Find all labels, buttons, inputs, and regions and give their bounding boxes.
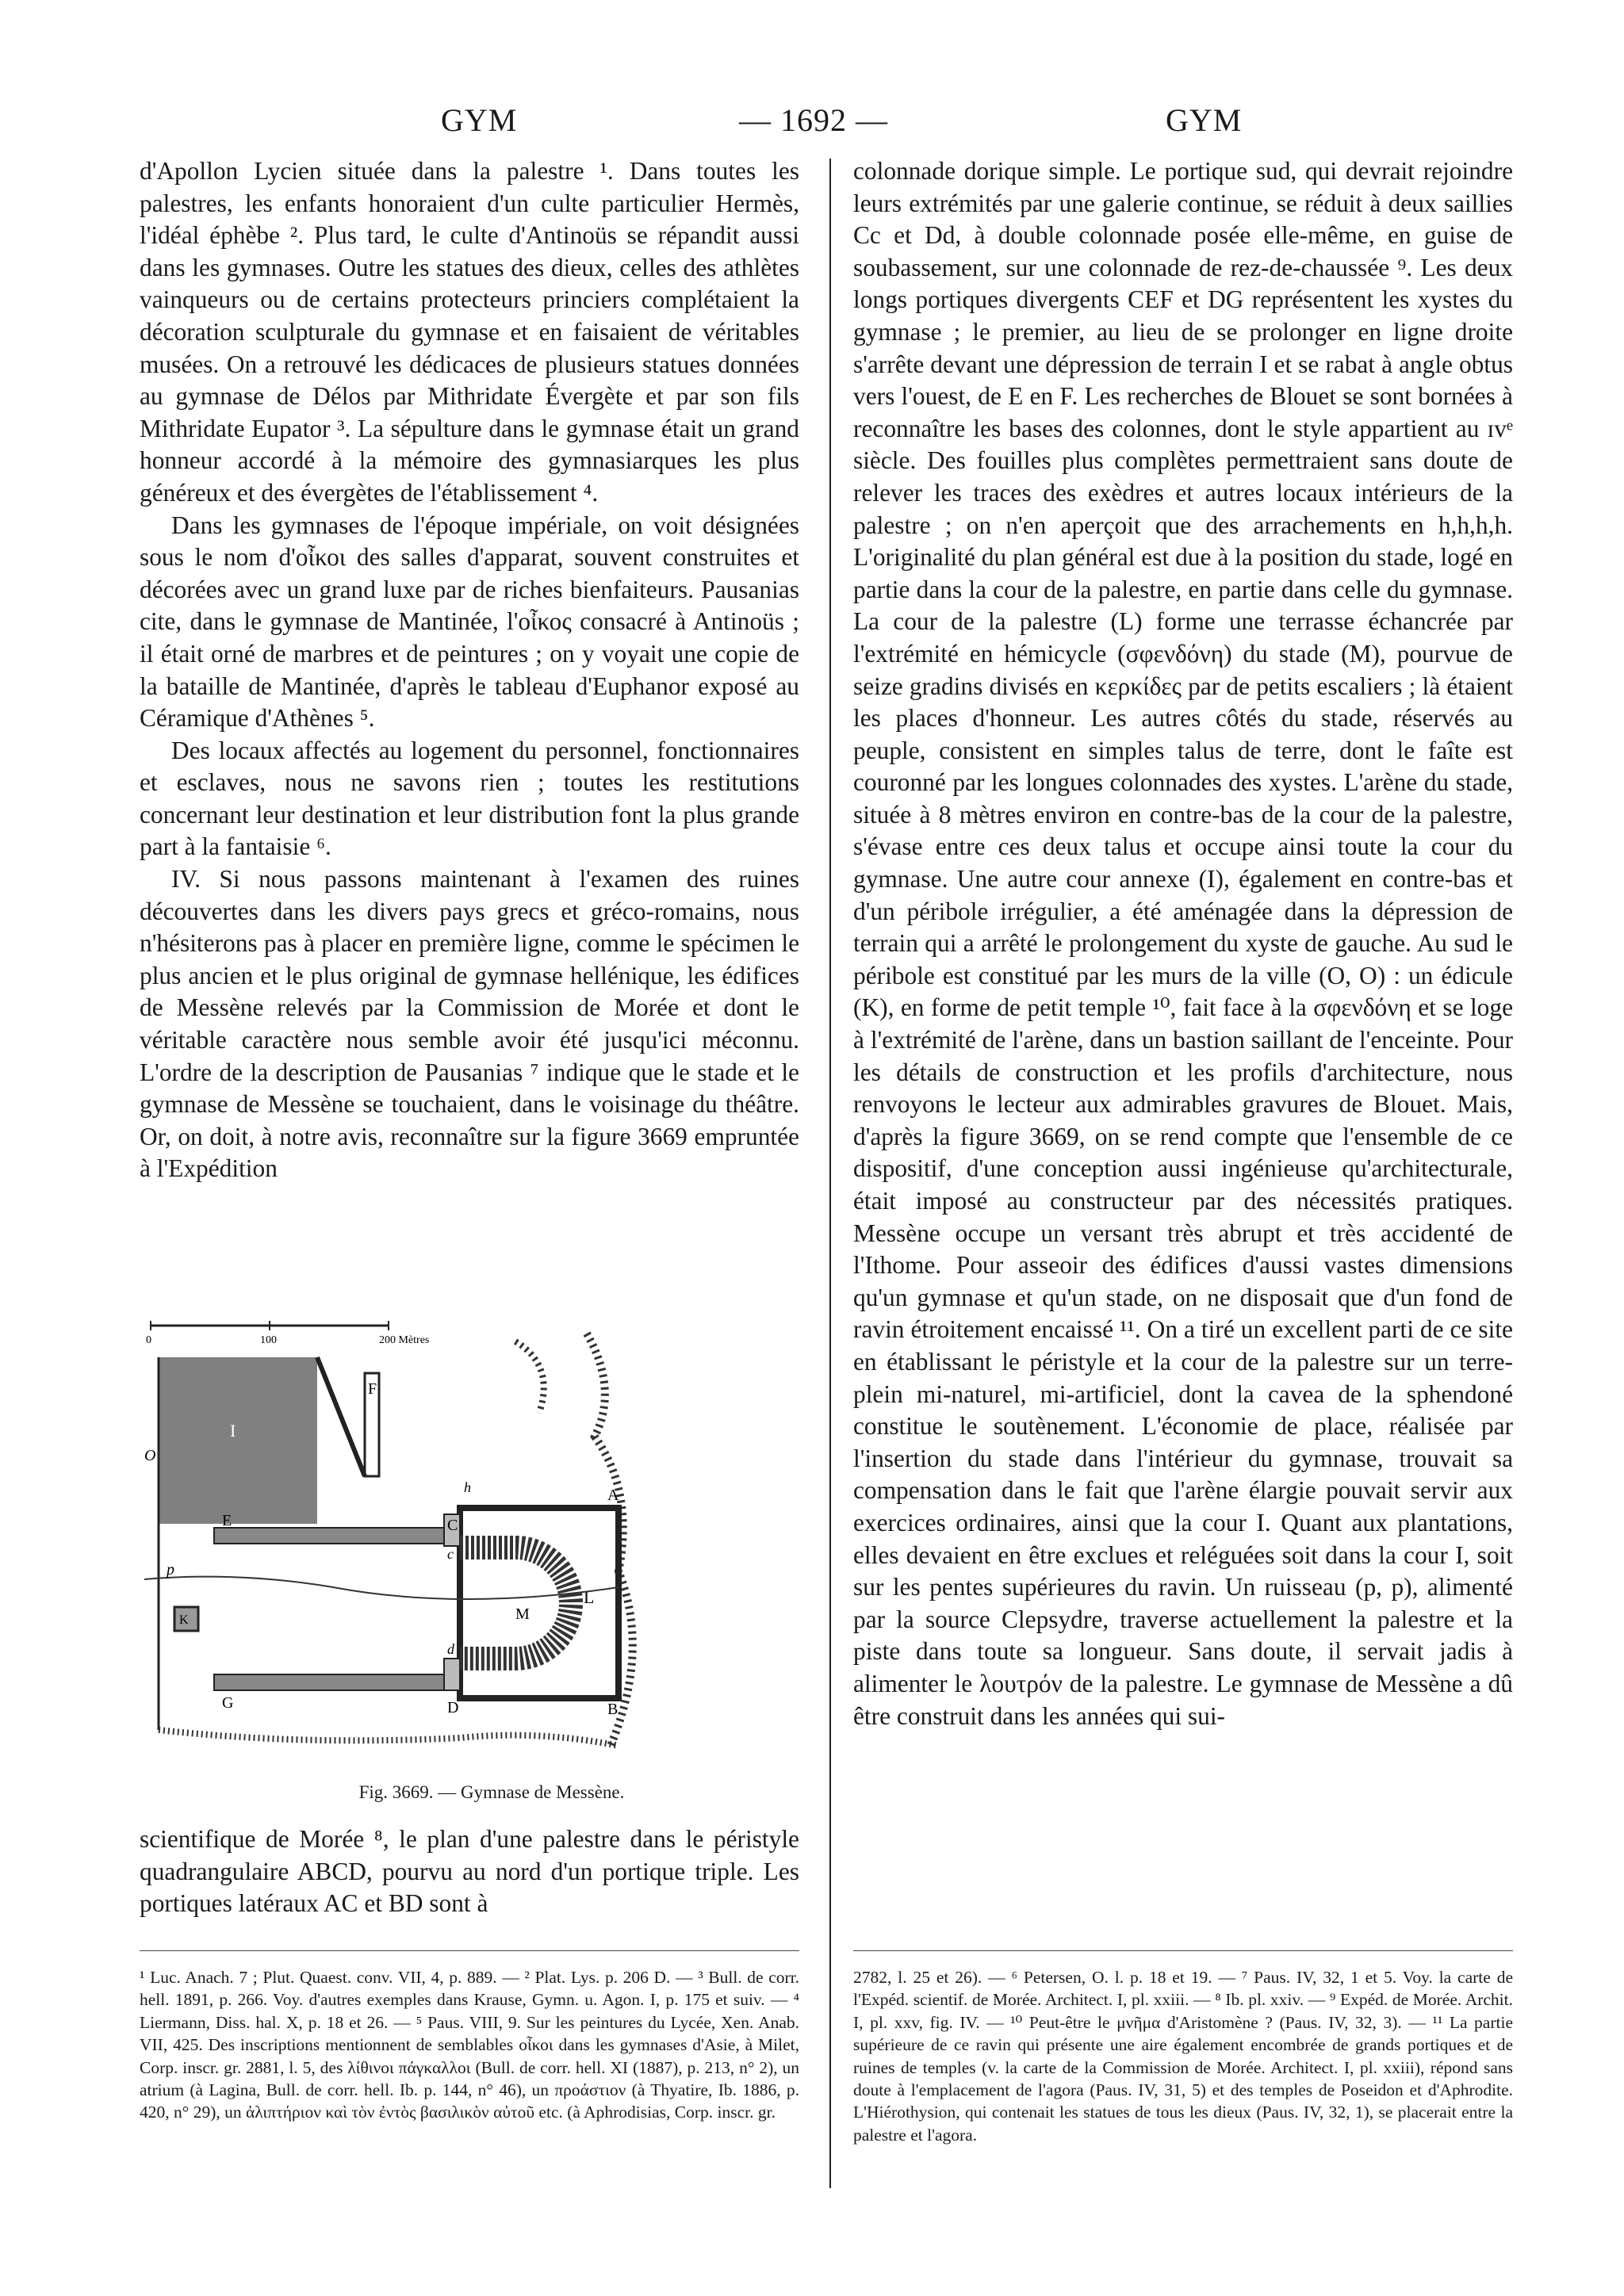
paragraph: colonnade dorique simple. Le portique sud, qui devrait rejoindre leurs extrémités par une galerie continue, se réduit à deux saillies Cc et Dd, à double colonnade posée elle-même, en guise de soubassement, sur une colonnade de rez-de-chaussée ⁹. Les deux longs portiques divergents CEF et DG représentent les xystes du gymnase ; le premier, au lieu de se prolonger en ligne droite s'arrête devant une dépression de terrain I et se rabat à angle obtus vers l'ouest, de E en F. Les recherches de Blouet se sont bornées à reconnaître les bases des colonnes, dont le style appartient au ɪᴠᵉ siècle. Des fouilles plus complètes permettraient sans doute de relever les traces des exèdres et autres locaux intérieurs de la palestre ; on n'en aperçoit que des arrachements en h,h,h,h. L'originalité du plan général est due à la position du stade, logé en partie dans la cour de la palestre, en partie dans celle du gymnase. La cour de la palestre (L) forme une terrasse échancrée par l'extrémité en hémicycle (σφενδόνη) du stade (M), pourvue de seize gradins divisés en κερκίδες par de petits escaliers ; là étaient les places d'honneur. Les autres côtés du stade, réservés au peuple, consistent en simples talus de terre, dont le faîte est couronné par les longues colonnades des xystes. L'arène du stade, située à 8 mètres environ en contre-bas de la cour de la palestre, s'évase entre ces deux talus et occupe ainsi toute la cour du gymnase. Une autre cour annexe (I), également en contre-bas et d'un péribole irrégulier, a été aménagée dans la dépression de terrain qui a arrêté le prolongement du xyste de gauche. Au sud le péribole est constitué par les murs de la ville (O, O) : un édicule (K), en forme de petit temple ¹⁰, fait face à la σφενδόνη et se loge à l'extrémité de l'arène, dans un bastion saillant de l'enceinte. Pour les détails de construction et les profils d'architecture, nous renvoyons le lecteur aux admirables gravures de Blouet. Mais, d'après la figure 3669, on se rend compte que l'ensemble de ce dispositif, d'une conception aussi ingénieuse qu'architecturale, était imposé au constructeur par des nécessités pratiques. Messène occupe un versant très abrupt et très accidenté de l'Ithome. Pour asseoir des édifices d'aussi vastes dimensions qu'un gymnase et qu'un stade, on ne disposait que d'un fond de ravin étroitement encaissé ¹¹. On a tiré un excellent parti de ce site en établissant le péristyle et la cour de la palestre sur un terre-plein mi-naturel, mi-artificiel, dont la cavea de la sphendoné constitue le soutènement. L'économie de place, réalisée par l'insertion du stade dans l'intérieur du gymnase, trouvait sa compensation dans le fait que l'arène élargie pouvait servir aux exercices ordinaires, ainsi que la cour I. Quant aux plantations, elles devaient en être exclues et reléguées soit dans la cour I, soit sur les pentes supérieures du ravin. Un ruisseau (p, p), alimenté par la source Clepsydre, traverse actuellement la palestre et la piste dans toute sa longueur. Sans doute, il servait jadis à alimenter le λουτρόν de la palestre. Le gymnase de Messène a dû être construit dans les années qui sui- <box>853 157 1513 1730</box>
footnote-rule-left <box>140 1950 799 1951</box>
left-column-top <box>140 155 799 1185</box>
label-D: D <box>447 1699 459 1716</box>
label-M: M <box>515 1605 530 1623</box>
label-E: E <box>222 1512 232 1529</box>
scale-label-200: 200 Mètres <box>379 1334 430 1346</box>
scale-label-0: 0 <box>146 1334 151 1346</box>
label-h: h <box>464 1479 471 1495</box>
paragraph: IV. Si nous passons maintenant à l'examen des ruines découvertes dans les divers pays grecs et gréco-romains, nous n'hésiterons pas à placer en première ligne, comme le spécimen le plus ancien et le plus original de gymnase hellénique, les édifices de Messène relevés par la Commission de Morée et dont le véritable caractère nous semble avoir été jusqu'ici méconnu. L'ordre de la description de Pausanias ⁷ indique que le stade et le gymnase de Messène se touchaient, dans le voisinage du théâtre. Or, on doit, à notre avis, reconnaître sur la figure 3669 empruntée à l'Expédition <box>140 865 799 1183</box>
paragraph: scientifique de Morée ⁸, le plan d'une palestre dans le péristyle quadrangulaire ABCD, pourvu au nord d'un portique triple. Les portiques latéraux AC et BD sont à <box>140 1825 799 1918</box>
footnote-text: 2782, l. 25 et 26). — ⁶ Petersen, O. l. p. 18 et 19. — ⁷ Paus. IV, 32, 1 et 5. Voy. la carte de l'Expéd. scientif. de Morée. Architect. I, pl. xxiii. — ⁸ Ib. pl. xxiv. — ⁹ Expéd. de Morée. Archit. I, pl. xxv, fig. IV. — ¹⁰ Peut-être le μνῆμα d'Aristomène ? (Paus. IV, 32, 3). — ¹¹ La partie supérieure de ce ravin qui présente une aire également encombrée de grands portiques et de ruines de temples (v. la carte de la Commission de Morée. Architect. I, pl. xxiii), répond sans doute à l'emplacement de l'agora (Paus. IV, 31, 5) et des temples de Poseidon et d'Aphrodite. L'Hiérothysion, qui contenait les statues de tous les dieux (Paus. IV, 32, 1), se placerait entre la palestre et l'agora. <box>853 1968 1513 2145</box>
left-column-bottom <box>140 1823 799 1920</box>
running-head-left: GYM <box>441 102 518 138</box>
label-d: d <box>447 1641 454 1657</box>
scale-label-100: 100 <box>260 1334 277 1346</box>
running-head-right: GYM <box>1166 102 1243 138</box>
footnotes-right <box>853 1966 1513 2146</box>
label-O: O <box>144 1447 156 1464</box>
label-p: p <box>167 1561 174 1578</box>
label-A: A <box>607 1487 619 1504</box>
figure-caption: Fig. 3669. — Gymnase de Messène. <box>358 1782 625 1802</box>
paragraph: Des locaux affectés au logement du personnel, fonctionnaires et esclaves, nous ne savons rien ; toutes les restitutions concernant leur destination et leur distribution font la plus grande part à la fantaisie ⁶. <box>140 736 799 861</box>
footnote-rule-right <box>853 1950 1513 1951</box>
column-rule <box>829 159 831 2188</box>
paragraph: Dans les gymnases de l'époque impériale, on voit désignées sous le nom d'οἶκοι des salles d'apparat, souvent construites et décorées avec un grand luxe par de riches bienfaiteurs. Pausanias cite, dans le gymnase de Mantinée, l'οἶκος consacré à Antinoüs ; il était orné de marbres et de peintures ; on y voyait une copie de la bataille de Mantinée, d'après le tableau d'Euphanor exposé au Céramique d'Athènes ⁵. <box>140 511 799 733</box>
footnote-text: ¹ Luc. Anach. 7 ; Plut. Quaest. conv. VII, 4, p. 889. — ² Plat. Lys. p. 206 D. — ³ Bull. de corr. hell. 1891, p. 266. Voy. d'autres exemples dans Krause, Gymn. u. Agon. I, p. 175 et suiv. — ⁴ Liermann, Diss. hal. X, p. 18 et 26. — ⁵ Paus. VIII, 9. Sur les peintures du Lycée, Xen. Anab. VII, 425. Des inscriptions mentionnent de semblables οἶκοι dans les gymnases d'Asie, à Milet, Corp. inscr. gr. 2881, l. 5, des λίθινοι πάγκαλλοι (Bull. de corr. hell. XI (1887), p. 213, n° 2), un atrium (à Lagina, Bull. de corr. hell. Ib. p. 144, n° 46), un προάστιον (à Thyatire, Ib. 1886, p. 420, n° 29), un ἀλιπτήριον καὶ τὸν ἐντὸς βασιλικὸν αὐτοῦ etc. (à Aphrodisias, Corp. inscr. gr. <box>140 1968 799 2122</box>
right-column <box>853 155 1513 1732</box>
label-G: G <box>222 1694 234 1712</box>
label-C: C <box>447 1517 458 1534</box>
footnotes-left <box>140 1966 799 2124</box>
label-K: K <box>179 1613 189 1627</box>
label-L: L <box>584 1587 595 1607</box>
page-number: — 1692 — <box>739 102 888 138</box>
label-c: c <box>447 1546 454 1562</box>
paragraph: d'Apollon Lycien située dans la palestre ¹. Dans toutes les palestres, les enfants honoraient d'un culte particulier Hermès, l'idéal éphèbe ². Plus tard, le culte d'Antinoüs se répandit aussi dans les gymnases. Outre les statues des dieux, celles des athlètes vainqueurs ou de certains protecteurs princiers complétaient la décoration sculpturale du gymnase et en faisaient de véritables musées. On a retrouvé les dédicaces de plusieurs statues données au gymnase de Délos par Mithridate Évergète et par son fils Mithridate Eupator ³. La sépulture dans le gymnase était un grand honneur accordé à la mémoire des gymnasiarques les plus généreux et des évergètes de l'établissement ⁴. <box>140 157 799 507</box>
figure-plan-messene <box>143 1318 666 1777</box>
label-F: F <box>368 1380 377 1398</box>
label-I: I <box>230 1421 236 1441</box>
court-I <box>159 1357 317 1524</box>
label-B: B <box>607 1701 619 1718</box>
